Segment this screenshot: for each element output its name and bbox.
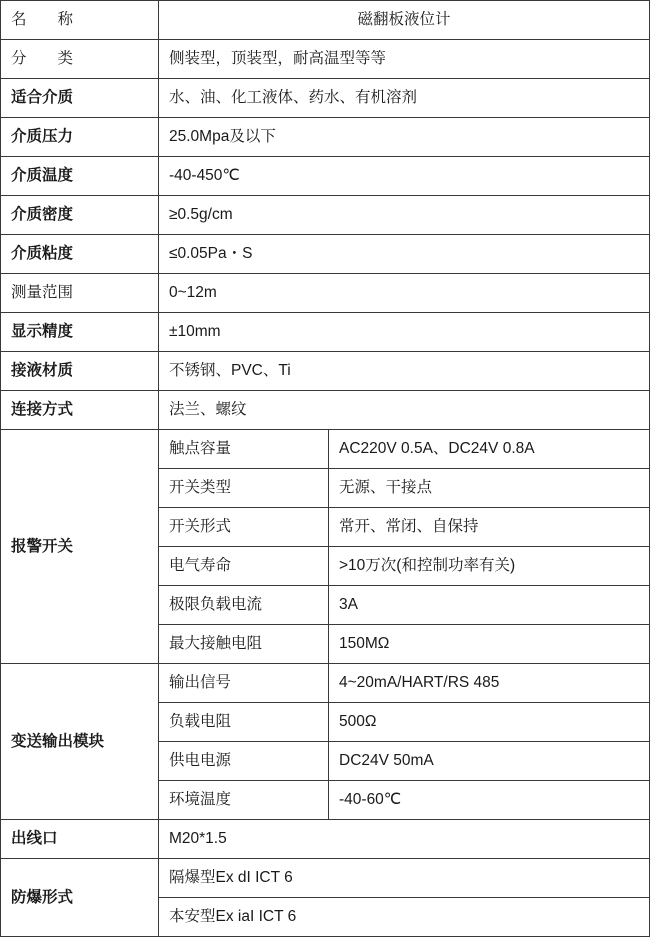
table-row bbox=[1, 313, 650, 352]
sub-value-power-supply: DC24V 50mA bbox=[329, 742, 650, 781]
table-row bbox=[1, 157, 650, 196]
table-row bbox=[1, 391, 650, 430]
row-value-classification: 侧装型，顶装型，耐高温型等等 bbox=[159, 40, 650, 79]
sub-label-contact-capacity: 触点容量 bbox=[159, 430, 329, 469]
row-label-display-accuracy: 显示精度 bbox=[1, 313, 159, 352]
row-label-medium-temperature: 介质温度 bbox=[1, 157, 159, 196]
table-row bbox=[1, 820, 650, 859]
sub-label-switch-form: 开关形式 bbox=[159, 508, 329, 547]
row-value-medium-viscosity: ≤0.05Pa・S bbox=[159, 235, 650, 274]
row-label-explosion-proof: 防爆形式 bbox=[1, 859, 159, 937]
table-row bbox=[1, 274, 650, 313]
sub-label-power-supply: 供电电源 bbox=[159, 742, 329, 781]
sub-value-switch-type: 无源、干接点 bbox=[329, 469, 650, 508]
sub-value-max-contact-resistance: 150MΩ bbox=[329, 625, 650, 664]
row-value-cable-outlet: M20*1.5 bbox=[159, 820, 650, 859]
row-value-display-accuracy: ±10mm bbox=[159, 313, 650, 352]
row-label-name: 名 称 bbox=[1, 1, 159, 40]
sub-label-switch-type: 开关类型 bbox=[159, 469, 329, 508]
table-row bbox=[1, 1, 650, 40]
row-value-measuring-range: 0~12m bbox=[159, 274, 650, 313]
row-label-connection-type: 连接方式 bbox=[1, 391, 159, 430]
row-label-medium-viscosity: 介质粘度 bbox=[1, 235, 159, 274]
table-row bbox=[1, 118, 650, 157]
table-row bbox=[1, 352, 650, 391]
row-label-suitable-medium: 适合介质 bbox=[1, 79, 159, 118]
sub-value-output-signal: 4~20mA/HART/RS 485 bbox=[329, 664, 650, 703]
table-row bbox=[1, 664, 650, 703]
row-value-connection-type: 法兰、螺纹 bbox=[159, 391, 650, 430]
row-value-explosion-proof-1: 隔爆型Ex dI ICT 6 bbox=[159, 859, 650, 898]
table-row bbox=[1, 859, 650, 898]
row-label-medium-pressure: 介质压力 bbox=[1, 118, 159, 157]
sub-value-limit-load-current: 3A bbox=[329, 586, 650, 625]
row-value-medium-pressure: 25.0Mpa及以下 bbox=[159, 118, 650, 157]
row-label-cable-outlet: 出线口 bbox=[1, 820, 159, 859]
sub-value-ambient-temperature: -40-60℃ bbox=[329, 781, 650, 820]
table-row bbox=[1, 235, 650, 274]
row-value-wetted-material: 不锈钢、PVC、Ti bbox=[159, 352, 650, 391]
sub-label-output-signal: 输出信号 bbox=[159, 664, 329, 703]
sub-value-contact-capacity: AC220V 0.5A、DC24V 0.8A bbox=[329, 430, 650, 469]
sub-label-load-resistance: 负载电阻 bbox=[159, 703, 329, 742]
table-row bbox=[1, 79, 650, 118]
row-label-wetted-material: 接液材质 bbox=[1, 352, 159, 391]
table-row bbox=[1, 40, 650, 79]
table-row bbox=[1, 430, 650, 469]
sub-value-load-resistance: 500Ω bbox=[329, 703, 650, 742]
table-row bbox=[1, 196, 650, 235]
row-label-medium-density: 介质密度 bbox=[1, 196, 159, 235]
row-value-suitable-medium: 水、油、化工液体、药水、有机溶剂 bbox=[159, 79, 650, 118]
row-label-classification: 分 类 bbox=[1, 40, 159, 79]
sub-value-switch-form: 常开、常闭、自保持 bbox=[329, 508, 650, 547]
sub-label-max-contact-resistance: 最大接触电阻 bbox=[159, 625, 329, 664]
sub-label-ambient-temperature: 环境温度 bbox=[159, 781, 329, 820]
row-label-alarm-switch: 报警开关 bbox=[1, 430, 159, 664]
row-value-medium-temperature: -40-450℃ bbox=[159, 157, 650, 196]
sub-label-limit-load-current: 极限负载电流 bbox=[159, 586, 329, 625]
row-value-name: 磁翻板液位计 bbox=[159, 1, 650, 40]
row-value-medium-density: ≥0.5g/cm bbox=[159, 196, 650, 235]
sub-label-electrical-life: 电气寿命 bbox=[159, 547, 329, 586]
row-label-transmitter-module: 变送输出模块 bbox=[1, 664, 159, 820]
row-label-measuring-range: 测量范围 bbox=[1, 274, 159, 313]
row-value-explosion-proof-2: 本安型Ex iaI ICT 6 bbox=[159, 898, 650, 937]
sub-value-electrical-life: >10万次(和控制功率有关) bbox=[329, 547, 650, 586]
